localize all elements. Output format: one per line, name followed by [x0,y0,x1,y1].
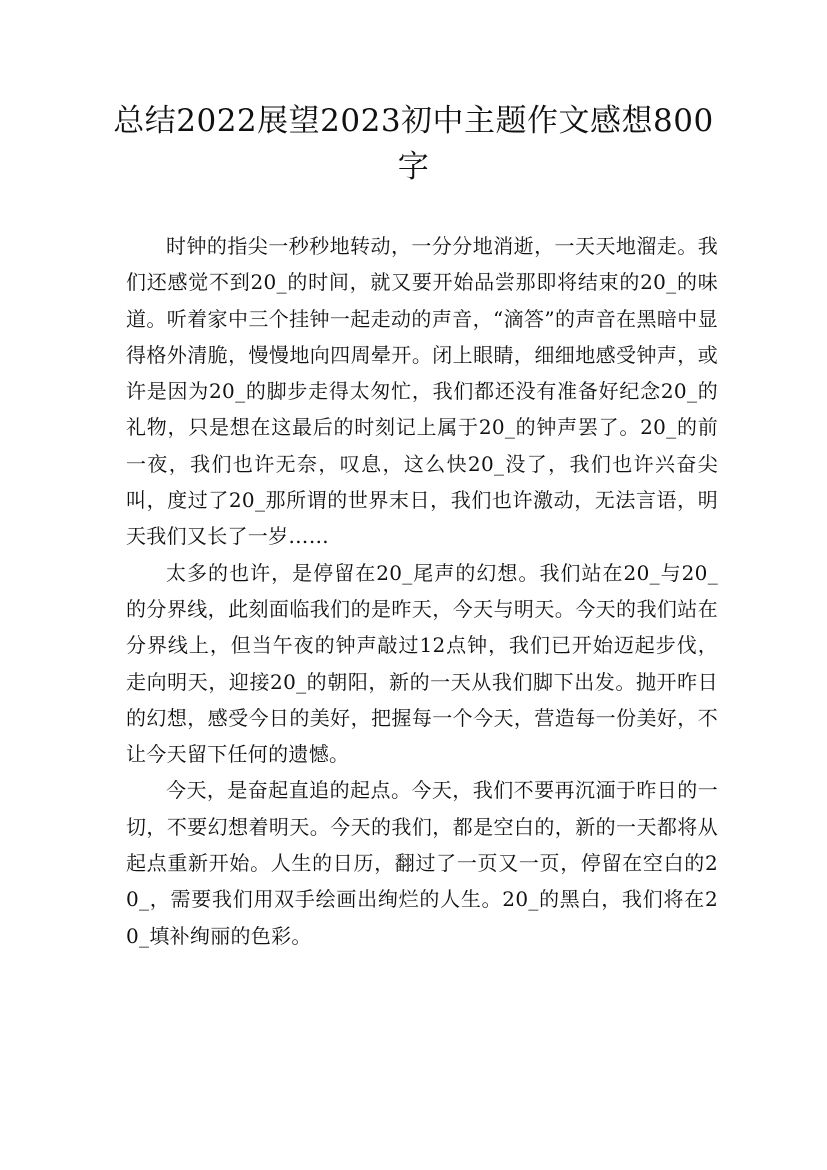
paragraph-1: 时钟的指尖一秒秒地转动，一分分地消逝，一天天地溜走。我们还感觉不到20_的时间，就又要开始品尝那即将结束的20_的味道。听着家中三个挂钟一起走动的声音，“滴答”的声音在黑暗中显得格外清脆，慢慢地向四周晕开。闭上眼睛，细细地感受钟声，或许是因为20_的脚步走得太匆忙，我们都还没有准备好纪念20_的礼物，只是想在这最后的时刻记上属于20_的钟声罢了。20_的前一夜，我们也许无奈，叹息，这么快20_没了，我们也许兴奋尖叫，度过了20_那所谓的世界末日，我们也许激动，无法言语，明天我们又长了一岁…… [126,234,718,549]
document-body [126,228,718,954]
paragraph-3: 今天，是奋起直追的起点。今天，我们不要再沉湎于昨日的一切，不要幻想着明天。今天的我们，都是空白的，新的一天都将从起点重新开始。人生的日历，翻过了一页又一页，停留在空白的20_，需要我们用双手绘画出绚烂的人生。20_的黑白，我们将在20_填补绚丽的色彩。 [126,778,718,948]
paragraph-2: 太多的也许，是停留在20_尾声的幻想。我们站在20_与20_的分界线，此刻面临我们的是昨天，今天与明天。今天的我们站在分界线上，但当午夜的钟声敲过12点钟，我们已开始迈起步伐，走向明天，迎接20_的朝阳，新的一天从我们脚下出发。抛开昨日的幻想，感受今日的美好，把握每一个今天，营造每一份美好，不让今天留下任何的遗憾。 [126,560,718,767]
document-title: 总结2022展望2023初中主题作文感想800字 [113,103,714,185]
